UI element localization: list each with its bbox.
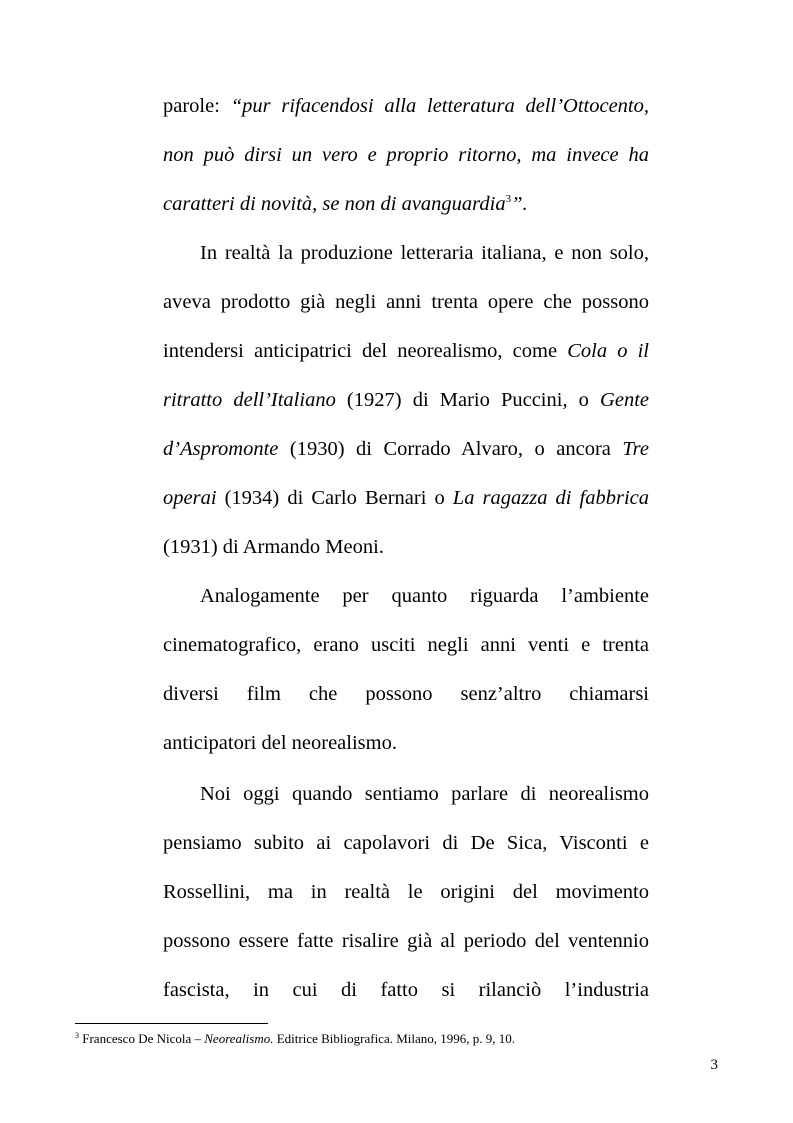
text-segment: intendersi anticipatrici del neorealismo, come [163,340,568,362]
text-segment: d’Aspromonte [163,438,279,460]
text-segment: Tre [622,438,649,460]
text-segment: non può dirsi un vero e proprio ritorno, ma invece ha [163,144,649,166]
text-line [163,93,649,119]
text-segment: In realtà la produzione letteraria italiana, e non solo, [200,242,649,264]
text-line [163,681,649,707]
text-segment: Analogamente per quanto riguarda l’ambiente [200,585,649,607]
footnote-title: Neorealismo. [204,1031,274,1046]
text-line [163,977,649,1003]
text-line [163,830,649,856]
footnote-rule [75,1023,268,1024]
text-segment: caratteri di novità, se non di avanguardia [163,193,506,215]
text-segment: Cola o il [567,340,649,362]
text-segment: diversi film che possono senz’altro chiamarsi [163,683,649,705]
text-line [200,583,649,609]
text-segment: anticipatori del neorealismo. [163,732,397,754]
text-segment: operai [163,487,217,509]
text-line [163,191,649,217]
footnote-rest: Editrice Bibliografica. Milano, 1996, p. 9, 10. [273,1031,516,1046]
text-line [163,142,649,168]
text-segment: ”. [511,193,528,215]
footnote-number: 3 [75,1031,79,1040]
text-segment: possono essere fatte risalire già al periodo del ventennio [163,930,649,952]
text-segment: aveva prodotto già negli anni trenta opere che possono [163,291,649,313]
text-line [163,485,649,511]
text-line [163,338,649,364]
text-segment: Gente [600,389,649,411]
text-segment: Rossellini, ma in realtà le origini del movimento [163,881,649,903]
text-segment: ritratto dell’Italiano [163,389,336,411]
text-line [163,436,649,462]
text-line [200,240,649,266]
text-line [163,632,649,658]
text-segment: (1930) di Corrado Alvaro, o ancora [278,438,623,460]
text-line [163,730,649,756]
text-segment: fascista, in cui di fatto si rilanciò l’industria [163,979,649,1001]
text-segment: “pur rifacendosi alla letteratura dell’Ottocento, [230,95,649,117]
footnote [75,1031,515,1047]
text-segment: cinematografico, erano usciti negli anni venti e trenta [163,634,649,656]
footnote-author: Francesco De Nicola – [82,1031,205,1046]
text-segment: Noi oggi quando sentiamo parlare di neorealismo [200,783,649,805]
page-number: 3 [710,1057,718,1073]
text-line [163,289,649,315]
text-segment: (1934) di Carlo Bernari o [216,487,453,509]
text-line [163,879,649,905]
text-segment: pensiamo subito ai capolavori di De Sica, Visconti e [163,832,649,854]
text-line [163,928,649,954]
text-line [163,387,649,413]
text-segment: parole: [163,95,231,117]
text-segment: (1927) di Mario Puccini, o [335,389,601,411]
text-line [200,781,649,807]
text-line [163,534,649,560]
text-segment: La ragazza di fabbrica [452,487,649,509]
text-segment: (1931) di Armando Meoni. [163,536,384,558]
footnote-ref: 3 [505,193,512,205]
